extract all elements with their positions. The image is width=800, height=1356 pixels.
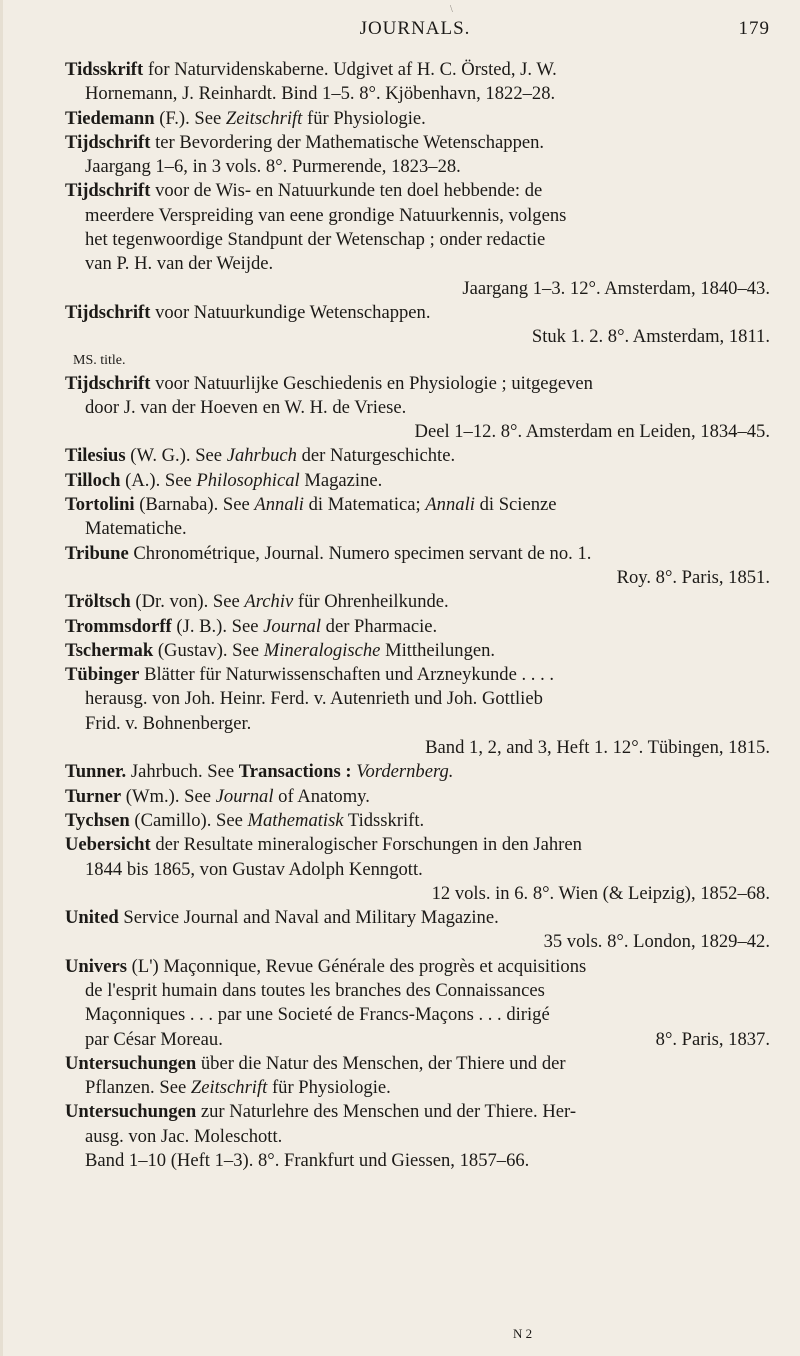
page-number: 179 [738, 18, 770, 39]
entry-heading: Tijdschrift [65, 372, 151, 394]
entry-uebersicht: Uebersicht der Resultate mineralogischer Forschungen in den Jahren 1844 bis 1865, von Gustav Adolph Kenngott. 12 vols. in 6. 8°. Wien (& Leipzig), 1852–68. [65, 834, 770, 904]
entry-tubinger: Tübinger Blätter für Naturwissenschaften und Arzneykunde . . . . herausg. von Joh. Heinr. Ferd. v. Autenrieth und Joh. Gottlieb Frid. v. Bohnenberger. Band 1, 2, and 3, Heft 1. 12°. Tübingen, 1815. [65, 664, 770, 759]
entry-heading: Tribune [65, 542, 129, 564]
entry-tribune: Tribune Chronométrique, Journal. Numero specimen servant de no. 1. Roy. 8°. Paris, 1851. [65, 542, 770, 588]
entry-heading: Tortolini [65, 494, 135, 516]
journal-entries [65, 58, 770, 1173]
entry-tijdschrift-natuurkundige: Tijdschrift voor Natuurkundige Wetenschappen. Stuk 1. 2. 8°. Amsterdam, 1811. MS. title. [65, 301, 770, 372]
entry-heading: Tunner. [65, 761, 127, 783]
entry-tilesius: Tilesius (W. G.). See Jahrbuch der Naturgeschichte. [65, 445, 456, 467]
top-mark: \ [450, 4, 454, 15]
entry-heading: Univers [65, 955, 127, 977]
entry-united: United Service Journal and Naval and Military Magazine. 35 vols. 8°. London, 1829–42. [65, 907, 770, 953]
entry-heading: Turner [65, 785, 122, 807]
entry-tijdschrift-bevordering: Tijdschrift ter Bevordering der Mathematische Wetenschappen. Jaargang 1–6, in 3 vols. 8°. Purmerende, 1823–28. [65, 131, 545, 178]
entry-tiedemann: Tiedemann (F.). See Zeitschrift für Physiologie. [65, 107, 426, 129]
running-head: JOURNALS. [359, 18, 471, 39]
page-edge [0, 0, 3, 1356]
entry-trommsdorff: Trommsdorff (J. B.). See Journal der Pharmacie. [65, 615, 438, 637]
entry-troltsch: Tröltsch (Dr. von). See Archiv für Ohrenheilkunde. [65, 591, 449, 613]
entry-heading: Tidsskrift [65, 59, 144, 80]
entry-heading: Tijdschrift [65, 301, 151, 323]
entry-heading: Tschermak [65, 639, 154, 661]
entry-tunner: Tunner. Jahrbuch. See Transactions : Vordernberg. [65, 761, 454, 783]
entry-heading: Tröltsch [65, 591, 131, 613]
entry-heading: United [65, 907, 119, 929]
entry-turner: Turner (Wm.). See Journal of Anatomy. [65, 785, 370, 807]
entry-heading: Untersuchungen [65, 1101, 197, 1123]
entry-untersuchungen-natur: Untersuchungen über die Natur des Menschen, der Thiere und der Pflanzen. See Zeitschrift für Physiologie. [65, 1052, 566, 1099]
entry-heading: Tübinger [65, 664, 140, 686]
entry-heading: Tilesius [65, 445, 126, 467]
entry-heading: Untersuchungen [65, 1052, 197, 1074]
entry-univers: Univers (L') Maçonnique, Revue Générale des progrès et acquisitions de l'esprit humain dans toutes les branches des Connaissances Maçonniques . . . par une Societé de Francs-Maçons . . . dirigé par César Moreau. 8°. Paris, 1837. [65, 955, 770, 1050]
entry-heading: Tiedemann [65, 107, 155, 129]
entry-untersuchungen-naturlehre: Untersuchungen zur Naturlehre des Menschen und der Thiere. Her- ausg. von Jac. Moleschott. Band 1–10 (Heft 1–3). 8°. Frankfurt und Giessen, 1857–66. [65, 1101, 577, 1172]
entry-tortolini: Tortolini (Barnaba). See Annali di Matematica; Annali di Scienze Matematiche. [65, 494, 557, 540]
entry-heading: Tychsen [65, 809, 130, 831]
entry-tychsen: Tychsen (Camillo). See Mathematisk Tidsskrift. [65, 809, 425, 831]
entry-heading: Tijdschrift [65, 131, 151, 153]
entry-heading: Trommsdorff [65, 615, 172, 637]
entry-tijdschrift-natuurlijke: Tijdschrift voor Natuurlijke Geschiedenis en Physiologie ; uitgegeven door J. van der Hoeven en W. H. de Vriese. Deel 1–12. 8°. Amsterdam en Leiden, 1834–45. [65, 372, 770, 443]
entry-tidsskrift: Tidsskrift for Naturvidenskaberne. Udgivet af H. C. Örsted, J. W. Hornemann, J. Reinhardt. Bind 1–5. 8°. Kjöbenhavn, 1822–28. [65, 59, 557, 105]
entry-heading: Tijdschrift [65, 180, 151, 202]
entry-tilloch: Tilloch (A.). See Philosophical Magazine. [65, 469, 383, 491]
entry-tschermak: Tschermak (Gustav). See Mineralogische Mittheilungen. [65, 639, 496, 661]
ms-title-note: MS. title. [73, 352, 126, 368]
signature-mark: N 2 [513, 1326, 533, 1341]
entry-tijdschrift-wis-natuurkunde: Tijdschrift voor de Wis- en Natuurkunde ten doel hebbende: de meerdere Verspreiding van eene grondige Natuurkennis, volgens het tegenwoordige Standpunt der Wetenschap ; onder redactie van P. H. van der Weijde. Jaargang 1–3. 12°. Amsterdam, 1840–43. [65, 180, 770, 299]
page-header [60, 4, 770, 44]
entry-heading: Tilloch [65, 469, 121, 491]
entry-heading: Uebersicht [65, 834, 151, 856]
